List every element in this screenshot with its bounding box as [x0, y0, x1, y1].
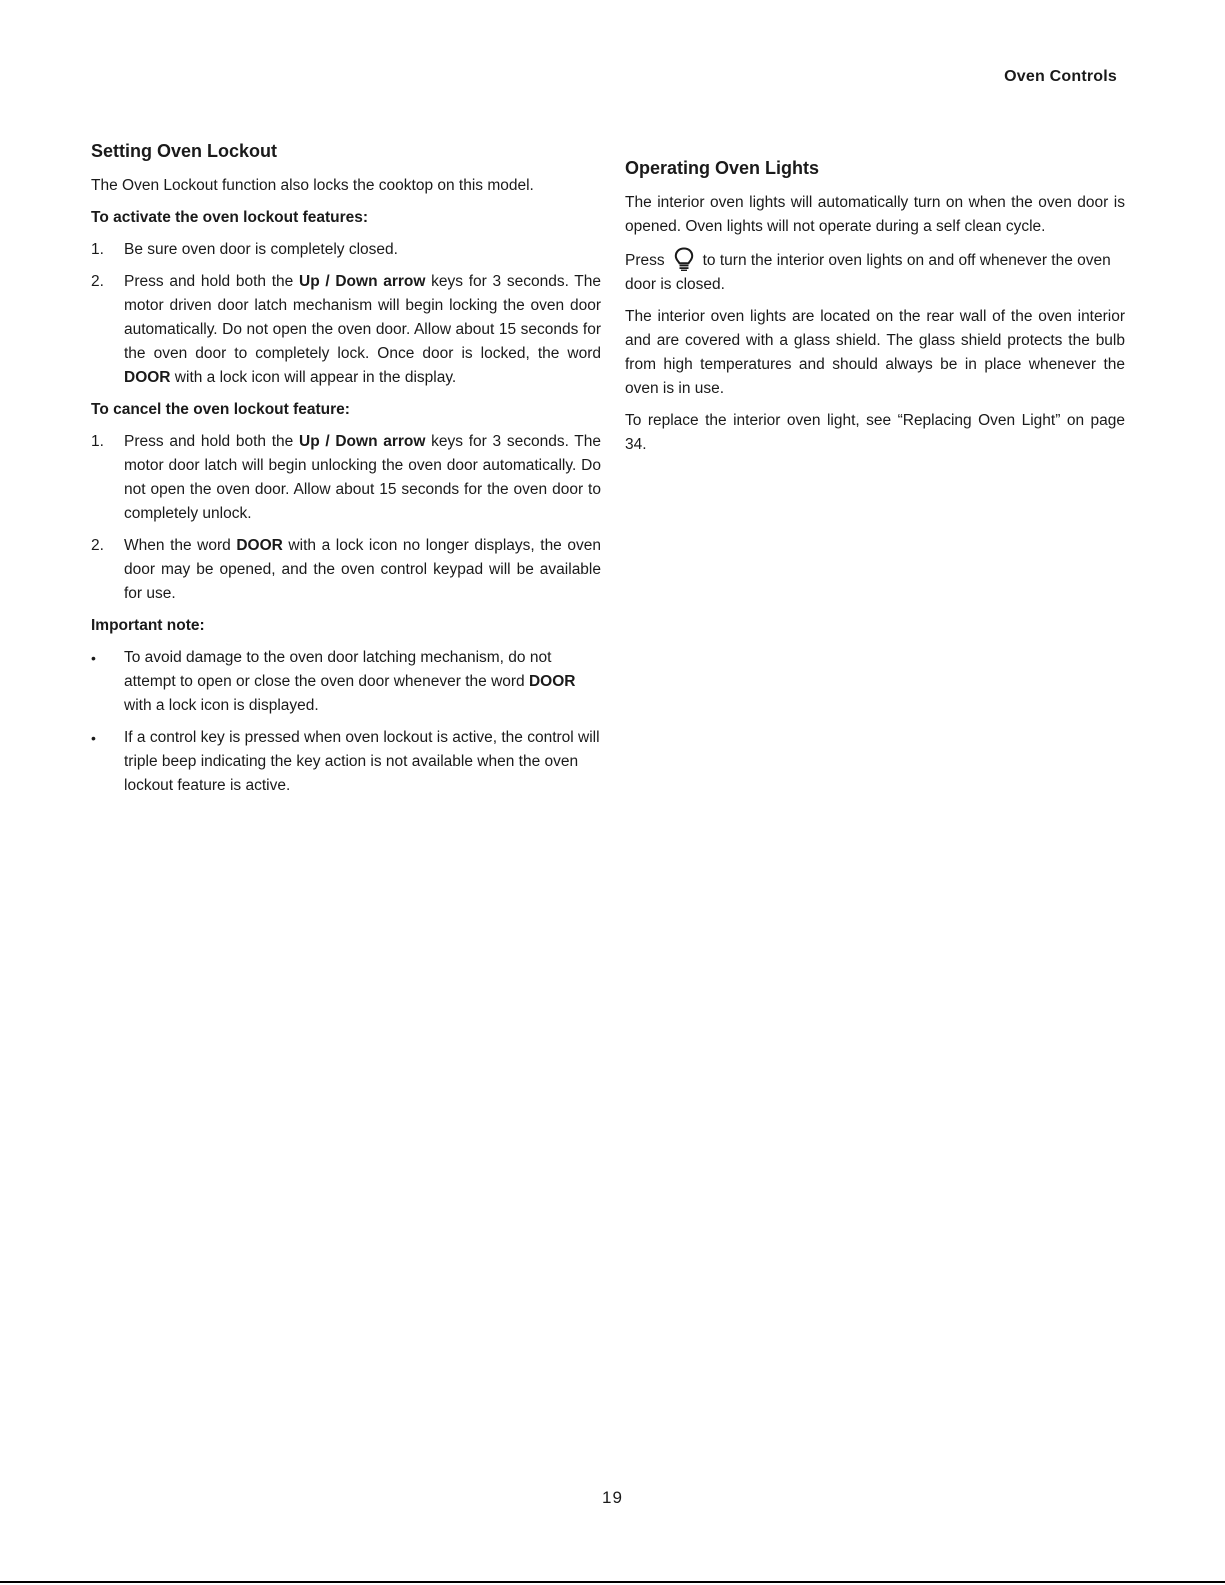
bottom-rule	[0, 1581, 1225, 1583]
important-note-list	[91, 646, 601, 798]
keys-label: Up / Down arrow	[299, 273, 426, 290]
keys-label: Up / Down arrow	[299, 433, 426, 450]
step-text: Be sure oven door is completely closed.	[124, 241, 398, 258]
activate-subhead: To activate the oven lockout features:	[91, 209, 369, 226]
lockout-intro: The Oven Lockout function also locks the cooktop on this model.	[91, 177, 534, 194]
step-text: When the word	[124, 537, 237, 554]
note-text: To avoid damage to the oven door latching mechanism, do not attempt to open or close the oven door whenever the word	[124, 649, 552, 690]
important-note-subhead: Important note:	[91, 617, 205, 634]
activate-step-2	[91, 270, 601, 390]
left-column	[91, 138, 601, 806]
step-text: keys for 3 seconds. The motor door latch will begin unlocking the oven door automatically. Do not open the oven door. Allow about 15 seconds for the oven door to completely unlock.	[124, 433, 601, 522]
door-word: DOOR	[236, 537, 283, 554]
press-text: Press	[625, 252, 665, 269]
cancel-step-2	[91, 534, 601, 606]
light-bulb-icon	[673, 247, 695, 271]
section-title: Oven Controls	[1004, 68, 1117, 85]
activate-steps	[91, 238, 601, 390]
note-text: If a control key is pressed when oven lockout is active, the control will triple beep indicating the key action is not available when the oven lockout feature is active.	[124, 729, 600, 794]
step-text: Press and hold both the	[124, 433, 299, 450]
step-number: 1.	[91, 241, 104, 258]
lights-press-paragraph	[625, 247, 1125, 297]
step-text: keys for 3 seconds. The motor driven door latch mechanism will begin locking the oven door automatically. Do not open the oven door. Allow about 15 seconds for the oven door to completely lock. Once door is locked, the word	[124, 273, 601, 362]
bullet-icon: •	[91, 730, 96, 746]
step-number: 1.	[91, 433, 104, 450]
door-word: DOOR	[528, 673, 576, 690]
press-text: to turn the interior oven lights on and off whenever the oven door is closed.	[625, 252, 1111, 293]
step-number: 2.	[91, 273, 104, 290]
cancel-steps	[91, 430, 601, 606]
lights-para-3: The interior oven lights are located on the rear wall of the oven interior and are covered with a glass shield. The glass shield protects the bulb from high temperatures and should always be in place whenever the oven is in use.	[625, 308, 1125, 397]
cancel-step-1	[91, 430, 601, 526]
lights-para-4: To replace the interior oven light, see “Replacing Oven Light” on page 34.	[625, 412, 1125, 453]
page-number: 19	[602, 1488, 623, 1507]
heading-operating-oven-lights: Operating Oven Lights	[625, 158, 820, 178]
activate-step-1	[91, 238, 601, 262]
note-item-2	[91, 726, 601, 798]
step-text: with a lock icon will appear in the display.	[170, 369, 457, 386]
right-column	[625, 155, 1125, 465]
step-text: Press and hold both the	[124, 273, 299, 290]
cancel-subhead: To cancel the oven lockout feature:	[91, 401, 350, 418]
step-number: 2.	[91, 537, 104, 554]
note-item-1	[91, 646, 601, 718]
step-text: with a lock icon no longer displays, the oven door may be opened, and the oven control keypad will be available for use.	[124, 537, 601, 602]
bullet-icon: •	[91, 650, 96, 666]
note-text: with a lock icon is displayed.	[124, 697, 319, 714]
lights-para-1: The interior oven lights will automatically turn on when the oven door is opened. Oven lights will not operate during a self clean cycle.	[625, 194, 1125, 235]
door-word: DOOR	[124, 369, 171, 386]
heading-setting-oven-lockout: Setting Oven Lockout	[91, 141, 278, 161]
